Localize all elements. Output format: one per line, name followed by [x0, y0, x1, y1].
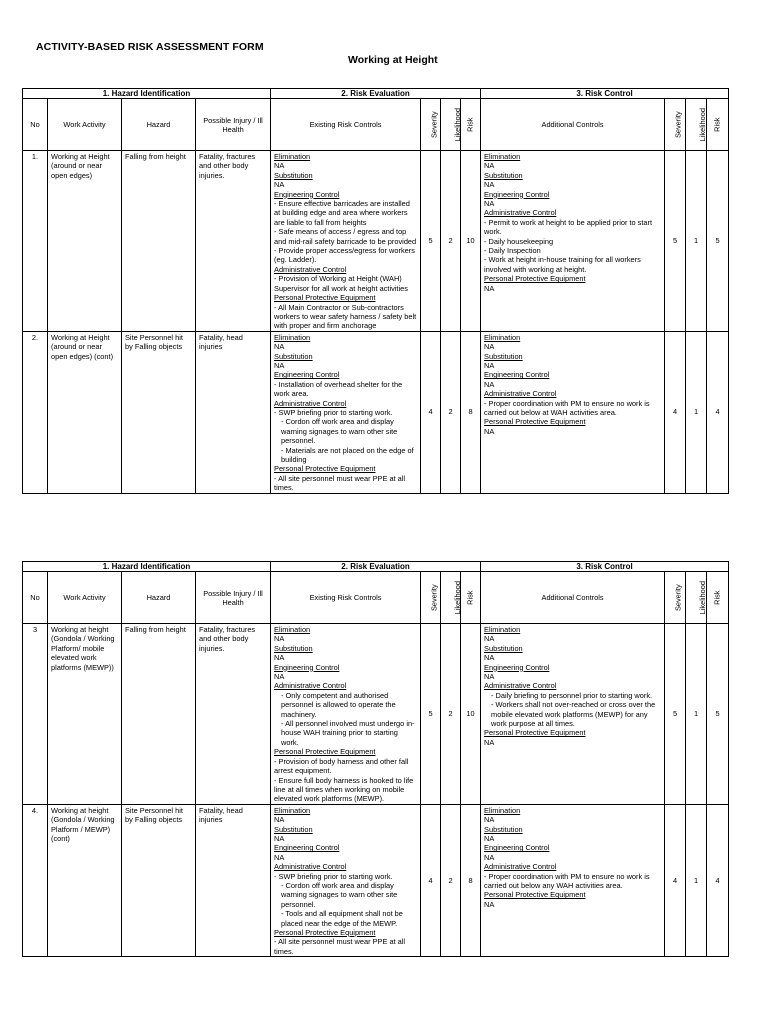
likelihood-label: Likelihood: [697, 580, 707, 615]
control-category-heading: Personal Protective Equipment: [484, 274, 586, 284]
control-category-heading: Elimination: [484, 152, 521, 161]
additional-controls-cell: [481, 331, 665, 493]
control-category-heading: Elimination: [484, 805, 521, 815]
control-line: NA: [274, 342, 285, 352]
control-line: - Cordon off work area and display warning signages to warn other site personnel.: [281, 417, 398, 446]
control-line: - SWP briefing prior to starting work.: [274, 407, 393, 417]
control-line: - Proper coordination with PM to ensure no work is carried out below any WAH activities area.: [484, 871, 650, 890]
control-line: - Ensure effective barricades are installed at building edge and area where workers are liable to fall from heights: [274, 199, 410, 227]
severity-label: Severity: [429, 584, 439, 611]
control-category-heading: Elimination: [274, 332, 311, 342]
possible-injury-cell: Fatality, fractures and other body injuries.: [196, 151, 271, 332]
assessment-row: [23, 804, 729, 957]
section-risk-control: 3. Risk Control: [481, 89, 729, 99]
control-line: NA: [484, 672, 495, 682]
control-line: - Cordon off work area and display warning signages to warn other site personnel.: [281, 880, 398, 909]
severity-value: 4: [421, 331, 441, 493]
risk-label: Risk: [712, 590, 722, 605]
likelihood-value: 2: [441, 624, 461, 805]
control-line: NA: [484, 342, 495, 352]
additional-controls-cell: [481, 804, 665, 957]
residual-risk-value: 5: [707, 624, 729, 805]
control-line: - Installation of overhead shelter for the work area.: [274, 379, 403, 399]
severity-value: 5: [421, 151, 441, 332]
control-line: NA: [484, 737, 495, 747]
residual-likelihood-value: 1: [686, 624, 707, 805]
col-header-existing-controls: Existing Risk Controls: [271, 572, 421, 624]
control-line: - Daily housekeeping: [484, 236, 554, 246]
existing-controls-cell: [271, 151, 421, 332]
col-header-risk: [461, 572, 481, 624]
possible-injury-cell: Fatality, fractures and other body injuries.: [196, 624, 271, 805]
control-category-heading: Engineering Control: [274, 189, 340, 199]
control-category-heading: Administrative Control: [484, 681, 557, 691]
col-header-additional-controls: Additional Controls: [481, 572, 665, 624]
control-category-heading: Administrative Control: [274, 862, 347, 872]
control-category-heading: Administrative Control: [484, 208, 557, 218]
col-header-work-activity: Work Activity: [48, 99, 122, 151]
control-line: NA: [484, 283, 495, 293]
row-number: 4.: [23, 804, 48, 957]
control-line: NA: [274, 672, 285, 682]
col-header-severity: [421, 572, 441, 624]
row-number: 3: [23, 624, 48, 805]
control-category-heading: Personal Protective Equipment: [274, 464, 376, 474]
control-category-heading: Elimination: [274, 152, 311, 161]
control-category-heading: Personal Protective Equipment: [274, 293, 376, 303]
control-line: - All site personnel must wear PPE at all times.: [274, 937, 406, 956]
control-line: NA: [484, 815, 495, 825]
control-line: NA: [484, 180, 495, 190]
control-line: NA: [274, 852, 285, 862]
severity-value: 4: [421, 804, 441, 957]
control-line: NA: [484, 360, 495, 370]
control-line: - Provision of body harness and other fall arrest equipment.: [274, 756, 409, 776]
severity-label: Severity: [673, 584, 683, 611]
existing-controls-cell: [271, 624, 421, 805]
likelihood-label: Likelihood: [697, 107, 707, 142]
control-category-heading: Administrative Control: [484, 862, 557, 872]
residual-severity-value: 4: [665, 331, 686, 493]
control-line: NA: [274, 360, 285, 370]
work-activity-cell: Working at height (Gondola / Working Platform/ mobile elevated work platforms (MEWP)): [48, 624, 122, 805]
control-line: NA: [274, 653, 285, 663]
control-line: NA: [484, 833, 495, 843]
col-header-possible-injury: Possible Injury / Ill Health: [196, 572, 271, 624]
control-category-heading: Personal Protective Equipment: [484, 728, 586, 738]
control-category-heading: Elimination: [274, 625, 311, 634]
control-category-heading: Engineering Control: [484, 189, 550, 199]
control-category-heading: Personal Protective Equipment: [484, 890, 586, 900]
severity-value: 5: [421, 624, 441, 805]
likelihood-label: Likelihood: [452, 107, 462, 142]
control-line: - Tools and all equipment shall not be placed near the edge of the MEWP.: [281, 909, 403, 928]
residual-severity-value: 4: [665, 804, 686, 957]
control-category-heading: Engineering Control: [274, 843, 340, 853]
control-category-heading: Administrative Control: [274, 681, 347, 691]
control-line: NA: [484, 899, 495, 909]
residual-risk-value: 5: [707, 151, 729, 332]
control-category-heading: Administrative Control: [274, 264, 347, 274]
col-header-risk: [461, 99, 481, 151]
risk-value: 10: [461, 151, 481, 332]
section-risk-control: 3. Risk Control: [481, 562, 729, 572]
additional-controls-cell: [481, 624, 665, 805]
assessment-row: [23, 624, 729, 805]
hazard-cell: Falling from height: [122, 151, 196, 332]
existing-controls-cell: [271, 331, 421, 493]
col-header-no: No: [23, 99, 48, 151]
col-header-likelihood-residual: [686, 572, 707, 624]
control-category-heading: Administrative Control: [274, 398, 347, 408]
section-hazard-identification: 1. Hazard Identification: [23, 562, 271, 572]
control-line: NA: [484, 653, 495, 663]
control-line: NA: [484, 426, 495, 436]
severity-label: Severity: [673, 111, 683, 138]
col-header-severity-residual: [665, 99, 686, 151]
control-category-heading: Substitution: [274, 351, 313, 361]
col-header-possible-injury: Possible Injury / Ill Health: [196, 99, 271, 151]
control-line: NA: [274, 180, 285, 190]
control-line: - All personnel involved must undergo in-house WAH training prior to starting work.: [281, 719, 415, 747]
severity-label: Severity: [429, 111, 439, 138]
residual-severity-value: 5: [665, 151, 686, 332]
control-line: - Proper coordination with PM to ensure no work is carried out below at WAH activities area.: [484, 398, 650, 417]
residual-severity-value: 5: [665, 624, 686, 805]
control-category-heading: Substitution: [484, 170, 523, 180]
control-category-heading: Elimination: [484, 332, 521, 342]
residual-risk-value: 4: [707, 804, 729, 957]
control-category-heading: Substitution: [274, 170, 313, 180]
col-header-additional-controls: Additional Controls: [481, 99, 665, 151]
control-category-heading: Personal Protective Equipment: [274, 747, 376, 757]
control-line: - Safe means of access / egress and top and mid-rail safety barricade to be provided: [274, 227, 417, 246]
col-header-no: No: [23, 572, 48, 624]
col-header-hazard: Hazard: [122, 99, 196, 151]
control-line: NA: [484, 852, 495, 862]
hazard-cell: Site Personnel hit by Falling objects: [122, 331, 196, 493]
residual-risk-value: 4: [707, 331, 729, 493]
control-line: - Only competent and authorised personnel is allowed to operate the machinery.: [281, 690, 396, 719]
risk-assessment-table-page-2: [22, 561, 729, 957]
control-line: NA: [484, 379, 495, 389]
control-line: NA: [484, 634, 495, 644]
control-line: NA: [274, 161, 285, 171]
work-activity-cell: Working at Height (around or near open edges): [48, 151, 122, 332]
risk-label: Risk: [465, 117, 475, 132]
control-category-heading: Engineering Control: [484, 843, 550, 853]
row-number: 1.: [23, 151, 48, 332]
control-line: - Provision of Working at Height (WAH) Supervisor for all work at height activities: [274, 274, 408, 293]
control-category-heading: Personal Protective Equipment: [484, 417, 586, 427]
risk-value: 8: [461, 331, 481, 493]
col-header-hazard: Hazard: [122, 572, 196, 624]
risk-value: 8: [461, 804, 481, 957]
control-line: NA: [274, 815, 285, 825]
col-header-risk-residual: [707, 572, 729, 624]
control-line: NA: [274, 833, 285, 843]
page-subtitle: Working at Height: [348, 54, 438, 66]
risk-value: 10: [461, 624, 481, 805]
risk-assessment-table-page-1: [22, 88, 729, 494]
hazard-cell: Site Personnel hit by Falling objects: [122, 804, 196, 957]
control-category-heading: Engineering Control: [484, 662, 550, 672]
control-category-heading: Administrative Control: [484, 389, 557, 399]
control-category-heading: Engineering Control: [484, 370, 550, 380]
col-header-risk-residual: [707, 99, 729, 151]
control-line: - Daily briefing to personnel prior to starting work.: [491, 690, 653, 700]
control-line: NA: [274, 634, 285, 644]
work-activity-cell: Working at Height (around or near open edges) (cont): [48, 331, 122, 493]
residual-likelihood-value: 1: [686, 804, 707, 957]
control-category-heading: Elimination: [484, 625, 521, 634]
control-line: - Daily Inspection: [484, 246, 541, 256]
section-risk-evaluation: 2. Risk Evaluation: [271, 89, 481, 99]
control-category-heading: Substitution: [274, 643, 313, 653]
control-line: - Provide proper access/egress for workers (eg. Ladder).: [274, 246, 415, 265]
section-hazard-identification: 1. Hazard Identification: [23, 89, 271, 99]
col-header-likelihood-residual: [686, 99, 707, 151]
control-category-heading: Elimination: [274, 805, 311, 815]
control-line: - Work at height in-house training for all workers involved with working at height.: [484, 255, 641, 274]
control-line: - All Main Contractor or Sub-contractors workers to wear safety harness / safety belt with proper and firm anchorage: [274, 302, 417, 331]
control-category-heading: Substitution: [484, 643, 523, 653]
control-category-heading: Personal Protective Equipment: [274, 928, 376, 937]
col-header-likelihood: [441, 572, 461, 624]
control-line: - SWP briefing prior to starting work.: [274, 871, 393, 881]
control-line: - Workers shall not over-reached or cross over the mobile elevated work platforms (MEWP) for any work purpose at all times.: [491, 700, 656, 729]
control-line: - Permit to work at height to be applied prior to start work.: [484, 217, 653, 237]
risk-label: Risk: [465, 590, 475, 605]
likelihood-label: Likelihood: [452, 580, 462, 615]
possible-injury-cell: Fatality, head injuries: [196, 804, 271, 957]
section-risk-evaluation: 2. Risk Evaluation: [271, 562, 481, 572]
likelihood-value: 2: [441, 151, 461, 332]
work-activity-cell: Working at height (Gondola / Working Platform / MEWP) (cont): [48, 804, 122, 957]
likelihood-value: 2: [441, 331, 461, 493]
assessment-row: [23, 151, 729, 332]
control-category-heading: Engineering Control: [274, 662, 340, 672]
possible-injury-cell: Fatality, head injuries: [196, 331, 271, 493]
risk-label: Risk: [712, 117, 722, 132]
control-category-heading: Engineering Control: [274, 370, 340, 380]
control-category-heading: Substitution: [484, 824, 523, 834]
control-category-heading: Substitution: [274, 824, 313, 834]
control-line: NA: [484, 161, 495, 171]
form-title: ACTIVITY-BASED RISK ASSESSMENT FORM: [36, 41, 264, 53]
row-number: 2.: [23, 331, 48, 493]
residual-likelihood-value: 1: [686, 331, 707, 493]
col-header-existing-controls: Existing Risk Controls: [271, 99, 421, 151]
col-header-severity-residual: [665, 572, 686, 624]
assessment-row: [23, 331, 729, 493]
hazard-cell: Falling from height: [122, 624, 196, 805]
control-category-heading: Substitution: [484, 351, 523, 361]
control-line: - All site personnel must wear PPE at all times.: [274, 473, 406, 493]
control-line: - Materials are not placed on the edge of building: [281, 445, 414, 464]
likelihood-value: 2: [441, 804, 461, 957]
col-header-likelihood: [441, 99, 461, 151]
additional-controls-cell: [481, 151, 665, 332]
residual-likelihood-value: 1: [686, 151, 707, 332]
col-header-work-activity: Work Activity: [48, 572, 122, 624]
control-line: - Ensure full body harness is hooked to life line at all times when working on mobile elevated work platforms (MEWP).: [274, 775, 414, 804]
control-line: NA: [484, 199, 495, 209]
existing-controls-cell: [271, 804, 421, 957]
col-header-severity: [421, 99, 441, 151]
